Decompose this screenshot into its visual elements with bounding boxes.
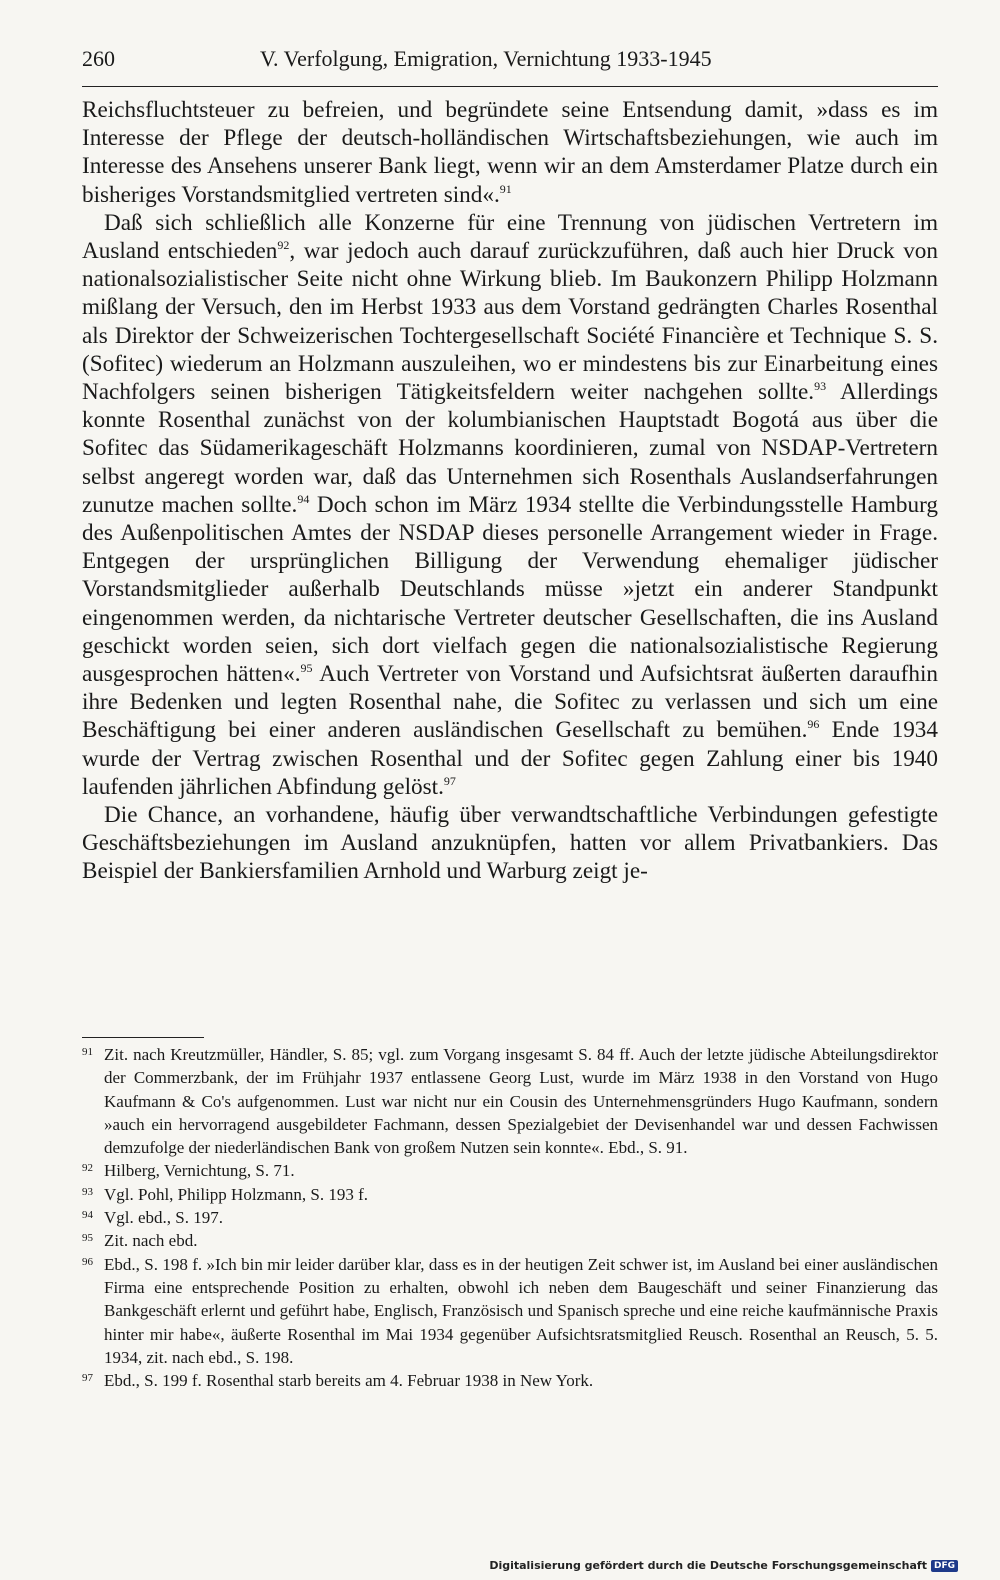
footnote-ref-96[interactable]: 96	[807, 717, 820, 732]
paragraph-2-text-c: Allerdings konnte Rosenthal zunächst von der kolumbianischen Hauptstadt Bogotá aus über die Sofitec das Südamerikageschäft Holzmanns koordinieren, zumal von NSDAP-Vertretern selbst angeregt worden war, daß das Unternehmen sich Rosenthals Auslandserfahrungen zunutze machen sollte.	[82, 379, 938, 518]
footnote-text: Zit. nach ebd.	[104, 1231, 198, 1251]
footnote	[82, 1206, 938, 1229]
footnote-ref-97[interactable]: 97	[443, 773, 456, 788]
main-text	[82, 96, 938, 886]
footnote-ref-94[interactable]: 94	[297, 491, 310, 506]
footnote-number: 92	[82, 1162, 93, 1175]
footnotes	[82, 1043, 938, 1392]
footnote	[82, 1183, 938, 1206]
footnote-text: Ebd., S. 198 f. »Ich bin mir leider darüber klar, dass es in der heutigen Zeit schwer ist, im Ausland bei einer ausländischen Firma eine entsprechende Position zu erhalten, obwohl ich neben dem Baugeschäft und seiner Finanzierung das Bankgeschäft erlernt und geführt habe, Englisch, Französisch und Spanisch spreche und eine reiche kaufmännische Praxis hinter mir habe«, äußerte Rosenthal im Mai 1934 gegenüber Aufsichtsratsmitglied Reusch. Rosenthal an Reusch, 5. 5. 1934, zit. nach ebd., S. 198.	[104, 1254, 938, 1367]
footnote	[82, 1229, 938, 1252]
footnote-number: 91	[82, 1046, 93, 1058]
footnote-text: Hilberg, Vernichtung, S. 71.	[104, 1161, 295, 1181]
footnote-text: Vgl. ebd., S. 197.	[104, 1208, 223, 1228]
footnote	[82, 1369, 938, 1392]
paragraph-1-text: Reichsfluchtsteuer zu befreien, und begründete seine Entsendung damit, »dass es im Interesse der Pflege der deutsch-holländischen Wirtschaftsbeziehungen, wie auch im Interesse des Ansehens unserer Bank liegt, wenn wir an dem Amsterdamer Platze durch ein bisheriges Vorstandsmitglied vertreten sind«.	[82, 97, 938, 208]
footnote-number: 96	[82, 1255, 93, 1268]
footnote-number: 94	[82, 1209, 93, 1222]
footnote-ref-91[interactable]: 91	[499, 181, 512, 196]
footnote-number: 95	[82, 1232, 93, 1245]
page-header	[82, 46, 938, 87]
footnote	[82, 1043, 938, 1159]
paragraph-1	[82, 96, 938, 209]
paragraph-2-text-b: , war jedoch auch darauf zurückzuführen, daß auch hier Druck von nationalsozialistischer Seite nicht ohne Wirkung blieb. Im Baukonzern Philipp Holzmann mißlang der Versuch, den im Herbst 1933 aus dem Vorstand gedrängten Charles Rosenthal als Direktor der Schweizerischen Tochtergesellschaft Société Financière et Technique S. S. (Sofitec) wiederum an Holzmann auszuleihen, wo er mindestens bis zur Einarbeitung eines Nachfolgers seinen bisherigen Tätigkeitsfeldern weiter nachgehen sollte.	[82, 238, 938, 406]
page-number: 260	[82, 46, 115, 71]
footnote-ref-92[interactable]: 92	[277, 238, 290, 253]
footnote	[82, 1253, 938, 1369]
footnote-ref-93[interactable]: 93	[814, 379, 827, 394]
paragraph-2	[82, 209, 938, 801]
digitization-credit	[489, 1559, 958, 1572]
footnote-ref-95[interactable]: 95	[300, 661, 313, 676]
footnote-text: Vgl. Pohl, Philipp Holzmann, S. 193 f.	[104, 1184, 368, 1204]
footnote-text: Zit. nach Kreutzmüller, Händler, S. 85; vgl. zum Vorgang insgesamt S. 84 ff. Auch der letzte jüdische Abteilungsdirektor der Commerzbank, der im Frühjahr 1937 entlassene Georg Lust, wurde im März 1938 in den Vorstand von Hugo Kaufmann & Co's aufgenommen. Lust war nicht nur ein Cousin des Unternehmensgründers Hugo Kaufmann, sondern »auch ein hervorragend ausgebildeter Fachmann, dessen Spezialgebiet der Devisenhandel war und dessen Fachwissen demzufolge der niederländischen Bank von großem Nutzen sein konnte«. Ebd., S. 91.	[104, 1045, 938, 1158]
credit-text: Digitalisierung gefördert durch die Deutsche Forschungsgemeinschaft	[489, 1559, 927, 1572]
footnote-text: Ebd., S. 199 f. Rosenthal starb bereits am 4. Februar 1938 in New York.	[104, 1371, 594, 1391]
paragraph-2-text-a: Daß sich schließlich alle Konzerne für eine Trennung von jüdischen Vertretern im Ausland entschieden	[82, 209, 938, 265]
running-title: V. Verfolgung, Emigration, Vernichtung 1933-1945	[260, 46, 712, 71]
dfg-logo-icon: DFG	[931, 1560, 958, 1572]
paragraph-2-text-f: Ende 1934 wurde der Vertrag zwischen Rosenthal und der Sofitec gegen Zahlung einer bis 1940 laufenden jährlichen Abfindung gelöst.	[82, 717, 938, 800]
footnote	[82, 1159, 938, 1182]
footnote-number: 97	[82, 1372, 93, 1385]
footnote-number: 93	[82, 1185, 93, 1198]
paragraph-2-text-d: Doch schon im März 1934 stellte die Verbindungsstelle Hamburg des Außenpolitischen Amtes der NSDAP dieses personelle Arrangement wieder in Frage. Entgegen der ursprünglichen Billigung der Verwendung ehemaliger jüdischer Vorstandsmitglieder außerhalb Deutschlands müsse »jetzt ein anderer Standpunkt eingenommen werden, da nichtarische Vertreter deutscher Gesellschaften, die ins Ausland geschickt worden seien, sich dort vielfach gegen die nationalsozialistische Regierung ausgesprochen hätten«.	[82, 491, 939, 688]
paragraph-3: Die Chance, an vorhandene, häufig über verwandtschaftliche Verbindungen gefestigte Geschäftsbeziehungen im Ausland anzuknüpfen, hatten vor allem Privatbankiers. Das Beispiel der Bankiersfamilien Arnhold und Warburg zeigt je-	[82, 802, 938, 885]
footnote-divider	[82, 1037, 204, 1038]
paragraph-2-text-e: Auch Vertreter von Vorstand und Aufsichtsrat äußerten daraufhin ihre Bedenken und legten Rosenthal nahe, die Sofitec zu verlassen und sich um eine Beschäftigung bei einer anderen ausländischen Gesellschaft zu bemühen.	[82, 661, 939, 744]
